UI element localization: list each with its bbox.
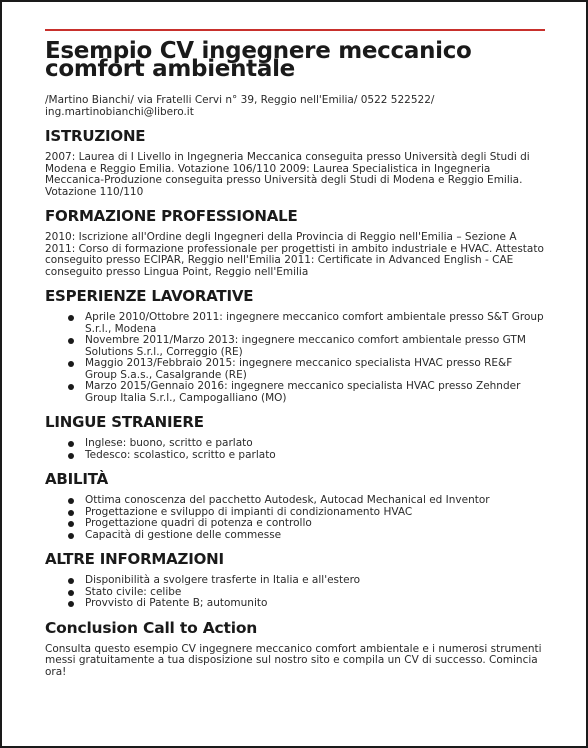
section-heading-formazione: FORMAZIONE PROFESSIONALE [45, 207, 298, 225]
section-call-to-action [45, 620, 545, 679]
section-altre-informazioni [45, 551, 545, 610]
list-item: Capacità di gestione delle commesse [85, 530, 545, 542]
section-abilita [45, 471, 545, 541]
abilita-list [45, 495, 545, 541]
altre-list [45, 575, 545, 610]
list-item: Ottima conoscenza del pacchetto Autodesk, Autocad Mechanical ed Inventor [85, 495, 545, 507]
list-item: Progettazione quadri di potenza e controllo [85, 518, 545, 530]
list-item: Novembre 2011/Marzo 2013: ingegnere meccanico comfort ambientale presso GTM Solutions S.r.l., Correggio (RE) [85, 335, 545, 358]
contact-line-email: ing.martinobianchi@libero.it [45, 106, 194, 118]
lingue-list [45, 438, 545, 461]
list-item: Inglese: buono, scritto e parlato [85, 438, 545, 450]
list-item: Progettazione e sviluppo di impianti di condizionamento HVAC [85, 507, 545, 519]
section-heading-abilita: ABILITÀ [45, 470, 109, 488]
cv-document [45, 38, 545, 678]
istruzione-text: 2007: Laurea di I Livello in Ingegneria Meccanica conseguita presso Università degli Studi di Modena e Reggio Emilia. Votazione 106/110 2009: Laurea Specialistica in Ingegneria Meccanica-Produzione conseguita presso Università degli Studi di Modena e Reggio Emilia. Votazione 110/110 [45, 151, 530, 198]
cta-text: Consulta questo esempio CV ingegnere meccanico comfort ambientale e i numerosi strumenti messi gratuitamente a tua disposizione sul nostro sito e compila un CV di successo. Comincia ora! [45, 642, 542, 678]
esperienze-list [45, 312, 545, 404]
list-item: Maggio 2013/Febbraio 2015: ingegnere meccanico specialista HVAC presso RE&F Group S.a.s., Casalgrande (RE) [85, 358, 545, 381]
list-item: Marzo 2015/Gennaio 2016: ingegnere meccanico specialista HVAC presso Zehnder Group Italia S.r.l., Campogalliano (MO) [85, 381, 545, 404]
list-item: Aprile 2010/Ottobre 2011: ingegnere meccanico comfort ambientale presso S&T Group S.r.l., Modena [85, 311, 544, 335]
section-heading-esperienze: ESPERIENZE LAVORATIVE [45, 287, 254, 305]
list-item: Provvisto di Patente B; automunito [85, 598, 545, 610]
list-item: Stato civile: celibe [85, 587, 545, 599]
accent-rule [45, 29, 545, 31]
formazione-text: 2010: Iscrizione all'Ordine degli Ingegneri della Provincia di Reggio nell'Emilia – Sezione A 2011: Corso di formazione professionale per progettisti in ambito industriale e HVAC. Attestato conseguito presso ECIPAR, Reggio nell'Emilia 2011: Certificate in Advanced English - CAE conseguito presso Lingua Point, Reggio nell'Emilia [45, 231, 544, 278]
section-heading-lingue: LINGUE STRANIERE [45, 413, 204, 431]
list-item: Disponibilità a svolgere trasferte in Italia e all'estero [85, 575, 545, 587]
page-title: Esempio CV ingegnere meccanico comfort ambientale [45, 38, 472, 82]
section-istruzione [45, 128, 545, 198]
list-item: Tedesco: scolastico, scritto e parlato [85, 450, 545, 462]
contact-line-address: /Martino Bianchi/ via Fratelli Cervi n° 39, Reggio nell'Emilia/ 0522 522522/ [45, 94, 435, 106]
section-esperienze [45, 288, 545, 404]
section-heading-altre: ALTRE INFORMAZIONI [45, 550, 224, 568]
section-formazione [45, 208, 545, 278]
contact-info [45, 94, 545, 118]
section-lingue [45, 414, 545, 461]
section-heading-istruzione: ISTRUZIONE [45, 127, 146, 145]
section-heading-cta: Conclusion Call to Action [45, 618, 258, 637]
